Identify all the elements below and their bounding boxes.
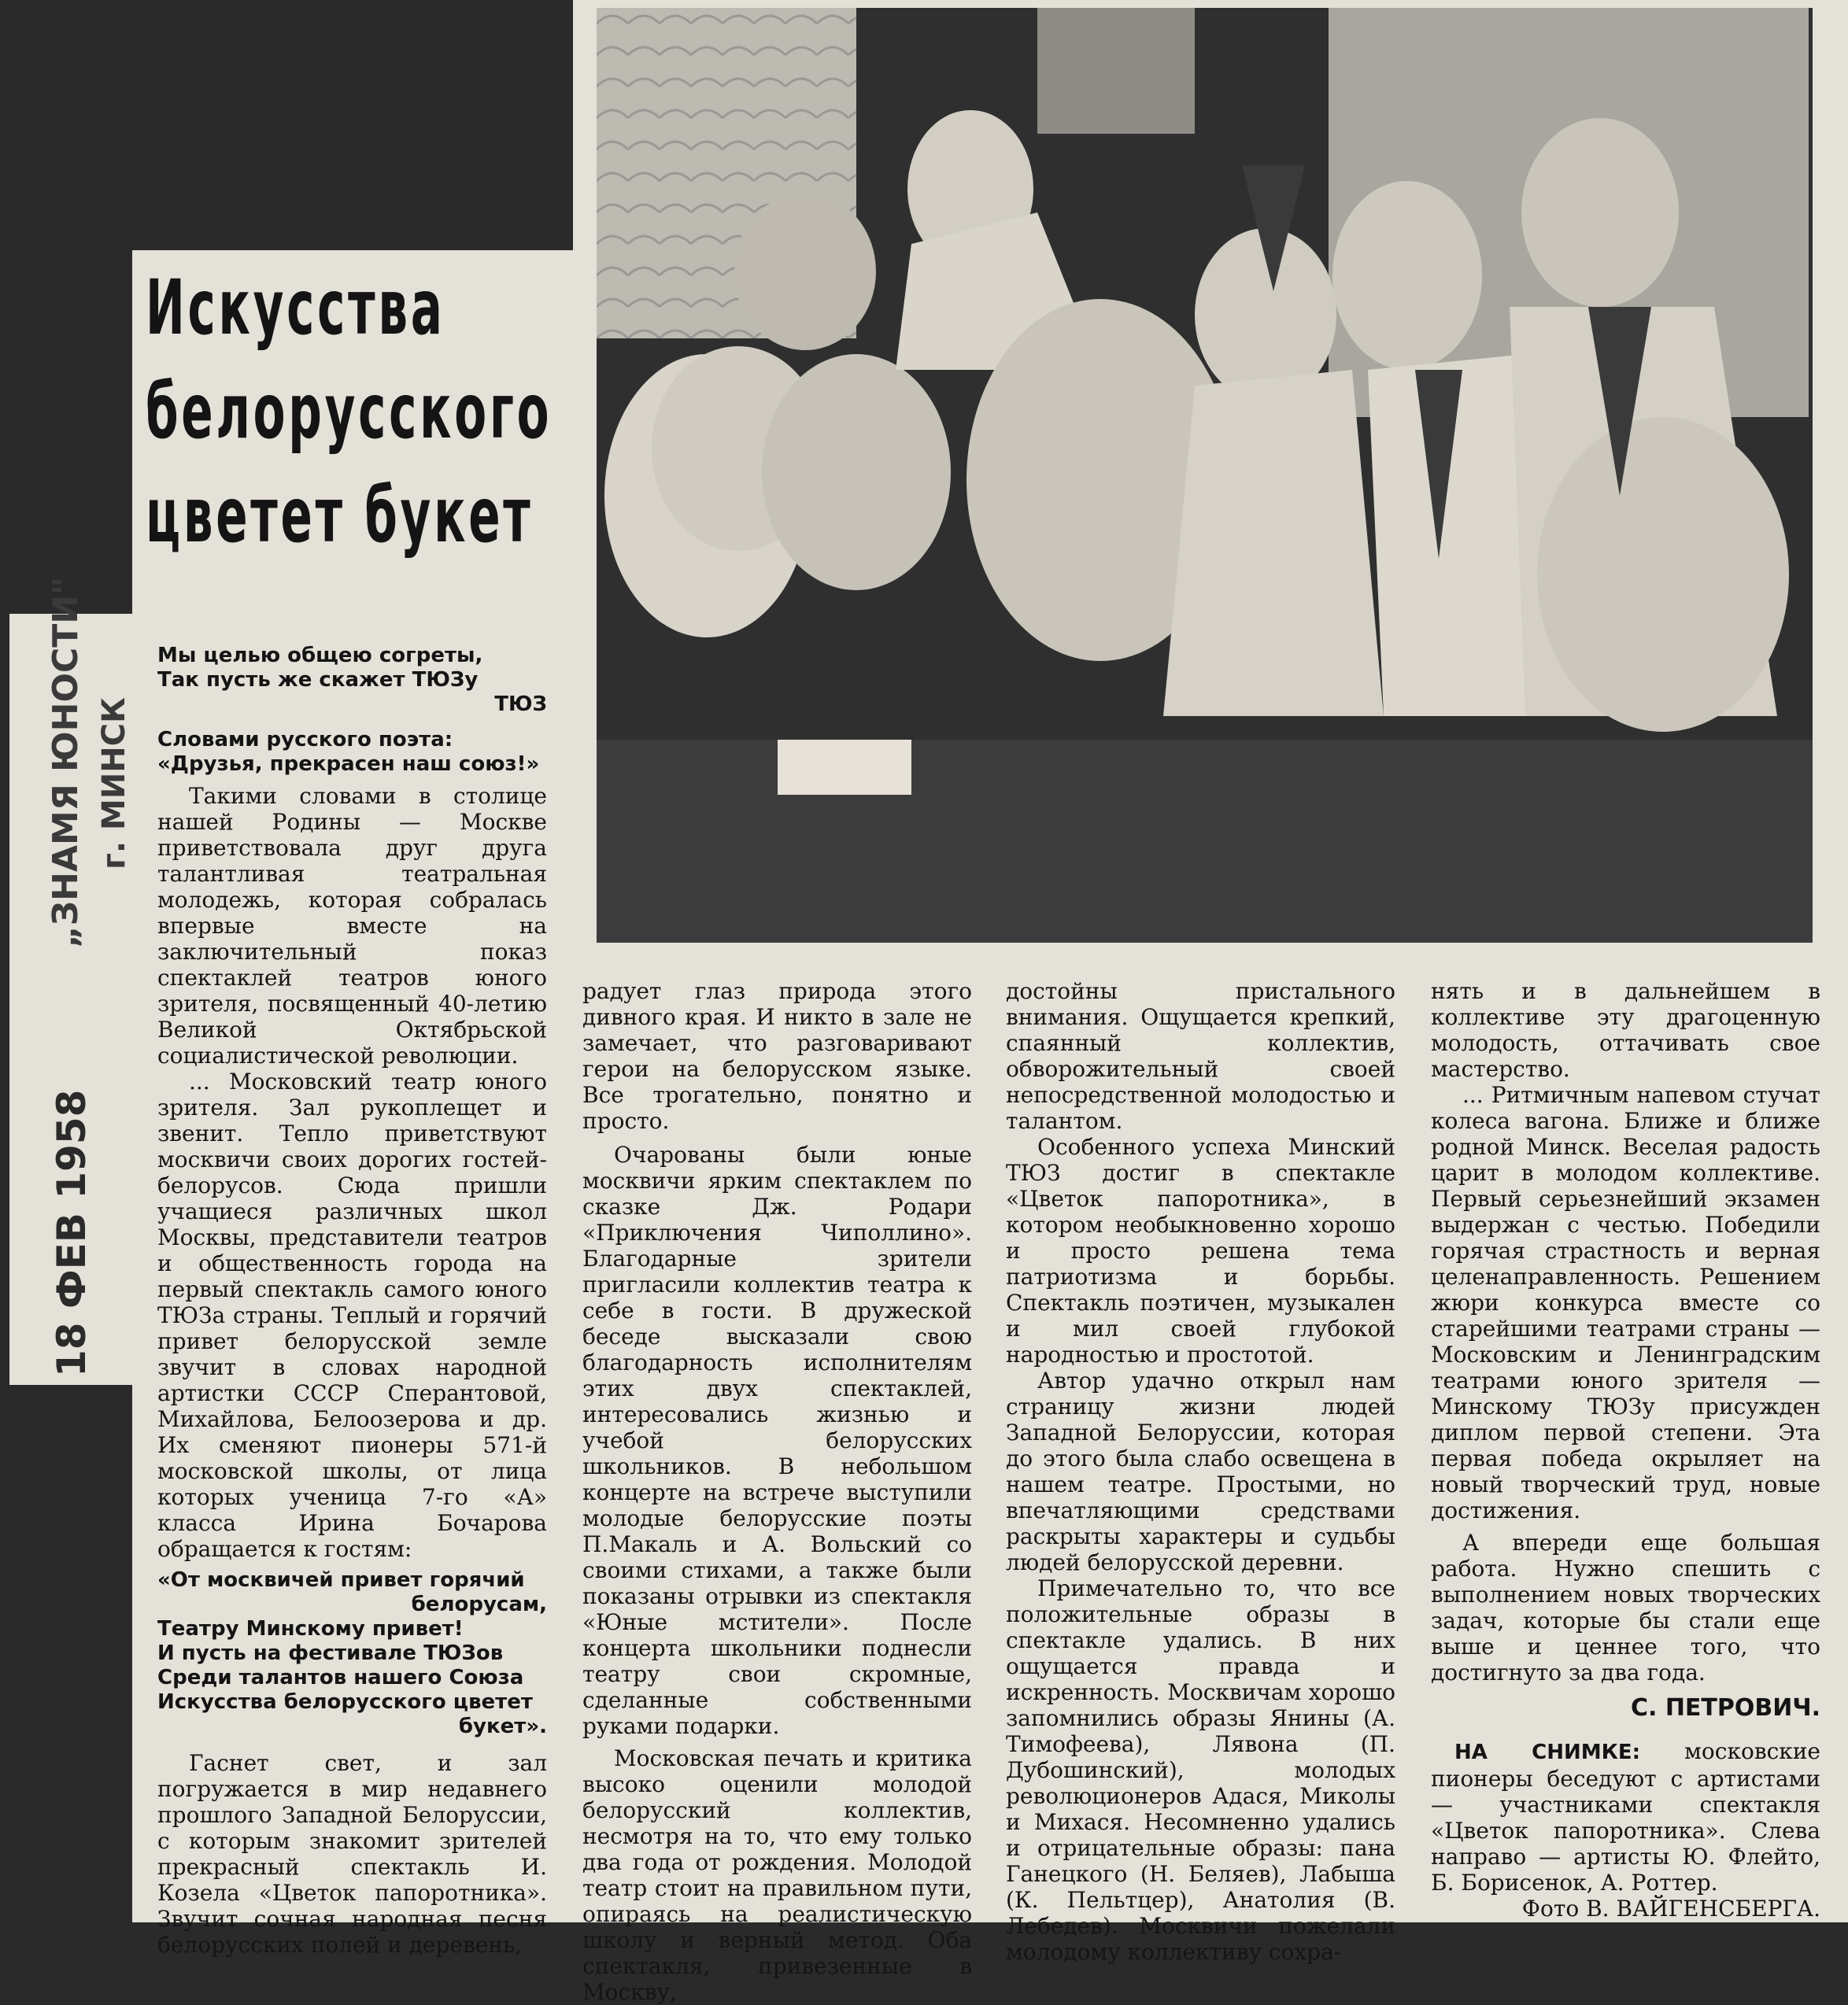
author-signature: С. ПЕТРОВИЧ. [1630, 1694, 1820, 1722]
epigraph [157, 644, 547, 777]
date-stamp: 18 ФЕВ 1958 [49, 1089, 94, 1377]
poem-line: Театру Минскому привет! [157, 1617, 464, 1641]
article-photo [597, 8, 1813, 943]
poem-line: «От москвичей привет горячий [157, 1568, 525, 1592]
paragraph: достойны пристального внимания. Ощущается крепкий, спаянный коллектив, обворожительный своей непосредственной молодостью и талантом. [1006, 978, 1395, 1134]
column-2 [582, 978, 972, 2005]
photo-caption [1431, 1738, 1820, 1896]
caption-lead: НА СНИМКЕ: [1454, 1741, 1641, 1764]
poem [157, 1568, 547, 1739]
paragraph: радует глаз природа этого дивного края. И никто в зале не замечает, что разговаривают герои на белорусском языке. Все трогательно, понятно и просто. [582, 978, 972, 1134]
paragraph: ... Ритмичным напевом стучат колеса вагона. Ближе и ближе родной Минск. Веселая радость царит в молодом коллективе. Первый серьезнейший экзамен выдержан с честью. Победили горячая страстность и верная целенаправленность. Решением жюри конкурса вместе со старейшими театрами страны — Московским и Ленинградским театрами юного зрителя — Минскому ТЮЗу присужден диплом первой степени. Эта первая победа окрыляет на новый творческий труд, новые достижения. [1431, 1082, 1820, 1523]
paragraph: Примечательно то, что все положительные образы в спектакле удались. В них ощущается правда и искренность. Москвичам хорошо запомнились образы Янины (А. Тимофеева), Лявона (П. Дубошинский), молодых революционеров Адася, Миколы и Михася. Несомненно удались и отрицательные образы: пана Ганецкого (Н. Беляев), Лабыша (К. Пельтцер), Анатолия (В. Лебедев). Москвичи пожелали молодому коллективу сохра- [1006, 1575, 1395, 1965]
column-4 [1431, 978, 1820, 1922]
paragraph: Очарованы были юные москвичи ярким спектаклем по сказке Дж. Родари «Приключения Чиполлино». Благодарные зрители пригласили коллектив театра к себе в гости. В дружеской беседе высказали свою благодарность исполнителям этих двух спектаклей, интересовались жизнью и учебой белорусских школьников. В небольшом концерте на встрече выступили молодые белорусские поэты П.Макаль и А. Вольский со своими стихами, а также были показаны отрывки из спектакля «Юные мстители». После концерта школьники поднесли театру свои скромные, сделанные собственными руками подарки. [582, 1142, 972, 1739]
caption-text: московские пионеры беседуют с артистами — участниками спектакля «Цветок папоротника». Слева направо — артисты Ю. Флейто, Б. Борисенок, А. Роттер. [1431, 1738, 1820, 1896]
epigraph-line: ТЮЗ [494, 692, 547, 716]
paragraph: Такими словами в столице нашей Родины — Москве приветствовала друг друга талантливая театральная молодежь, которая собралась впервые вместе на заключительный показ спектаклей театров юного зрителя, посвященный 40-летию Великой Октябрьской социалистической революции. [157, 783, 547, 1069]
paragraph: нять и в дальнейшем в коллективе эту драгоценную молодость, оттачивать свое мастерство. [1431, 978, 1820, 1082]
epigraph-line: «Друзья, прекрасен наш союз!» [157, 752, 540, 776]
poem-line: белорусам, [411, 1593, 547, 1616]
newspaper-stamp: „ЗНАМЯ ЮНОСТИ" [46, 577, 86, 948]
paragraph: Гаснет свет, и зал погружается в мир недавнего прошлого Западной Белоруссии, с которым знакомит зрителей прекрасный спектакль И. Козела «Цветок папоротника». Звучит сочная народная песня белорусских полей и деревень, [157, 1750, 547, 1958]
paragraph: Московская печать и критика высоко оценили молодой белорусский коллектив, несмотря на то, что ему только два года от рождения. Молодой театр стоит на правильном пути, опираясь на реалистическую школу и верный метод. Оба спектакля, привезенные в Москву, [582, 1745, 972, 2005]
headline-line: цветет букет [146, 471, 534, 559]
poem-line: Среди талантов нашего Союза [157, 1666, 524, 1689]
headline [146, 256, 575, 567]
poem-line: Искусства белорусского цветет [157, 1690, 533, 1714]
photo-credit: Фото В. ВАЙГЕНСБЕРГА. [1521, 1896, 1820, 1922]
paragraph: Особенного успеха Минский ТЮЗ достиг в спектакле «Цветок папоротника», в котором необыкновенно хорошо и просто решена тема патриотизма и борьбы. Спектакль поэтичен, музыкален и мил своей глубокой народностью и простотой. [1006, 1134, 1395, 1368]
epigraph-line: Так пусть же скажет ТЮЗу [157, 668, 479, 692]
city-stamp: г. МИНСК [96, 697, 132, 870]
headline-line: Искусства [146, 264, 445, 352]
paragraph: А впереди еще большая работа. Нужно спешить с выполнением новых творческих задач, которые бы стали еще выше и ценнее того, что достигнуто за два года. [1431, 1530, 1820, 1686]
paragraph: Автор удачно открыл нам страницу жизни людей Западной Белоруссии, которая до этого была слабо освещена в нашем театре. Простыми, но впечатляющими средствами раскрыты характеры и судьбы людей белорусской деревни. [1006, 1368, 1395, 1575]
poem-line: И пусть на фестивале ТЮЗов [157, 1641, 504, 1665]
column-3 [1006, 978, 1395, 1965]
epigraph-line: Словами русского поэта: [157, 728, 453, 751]
headline-line: белорусского [146, 367, 553, 456]
poem-line: букет». [458, 1715, 547, 1738]
epigraph-line: Мы целью общею согреты, [157, 644, 483, 667]
column-1 [157, 783, 547, 1958]
paragraph: ... Московский театр юного зрителя. Зал рукоплещет и звенит. Тепло приветствуют москвичи своих дорогих гостей-белорусов. Сюда пришли учащиеся различных школ Москвы, представители театров и общественность города на первый спектакль самого юного ТЮЗа страны. Теплый и горячий привет белорусской земле звучит в словах народной артистки СССР Сперантовой, Михайлова, Белоозерова и др. Их сменяют пионеры 571-й московской школы, от лица которых ученица 7-го «А» класса Ирина Бочарова обращается к гостям: [157, 1069, 547, 1562]
